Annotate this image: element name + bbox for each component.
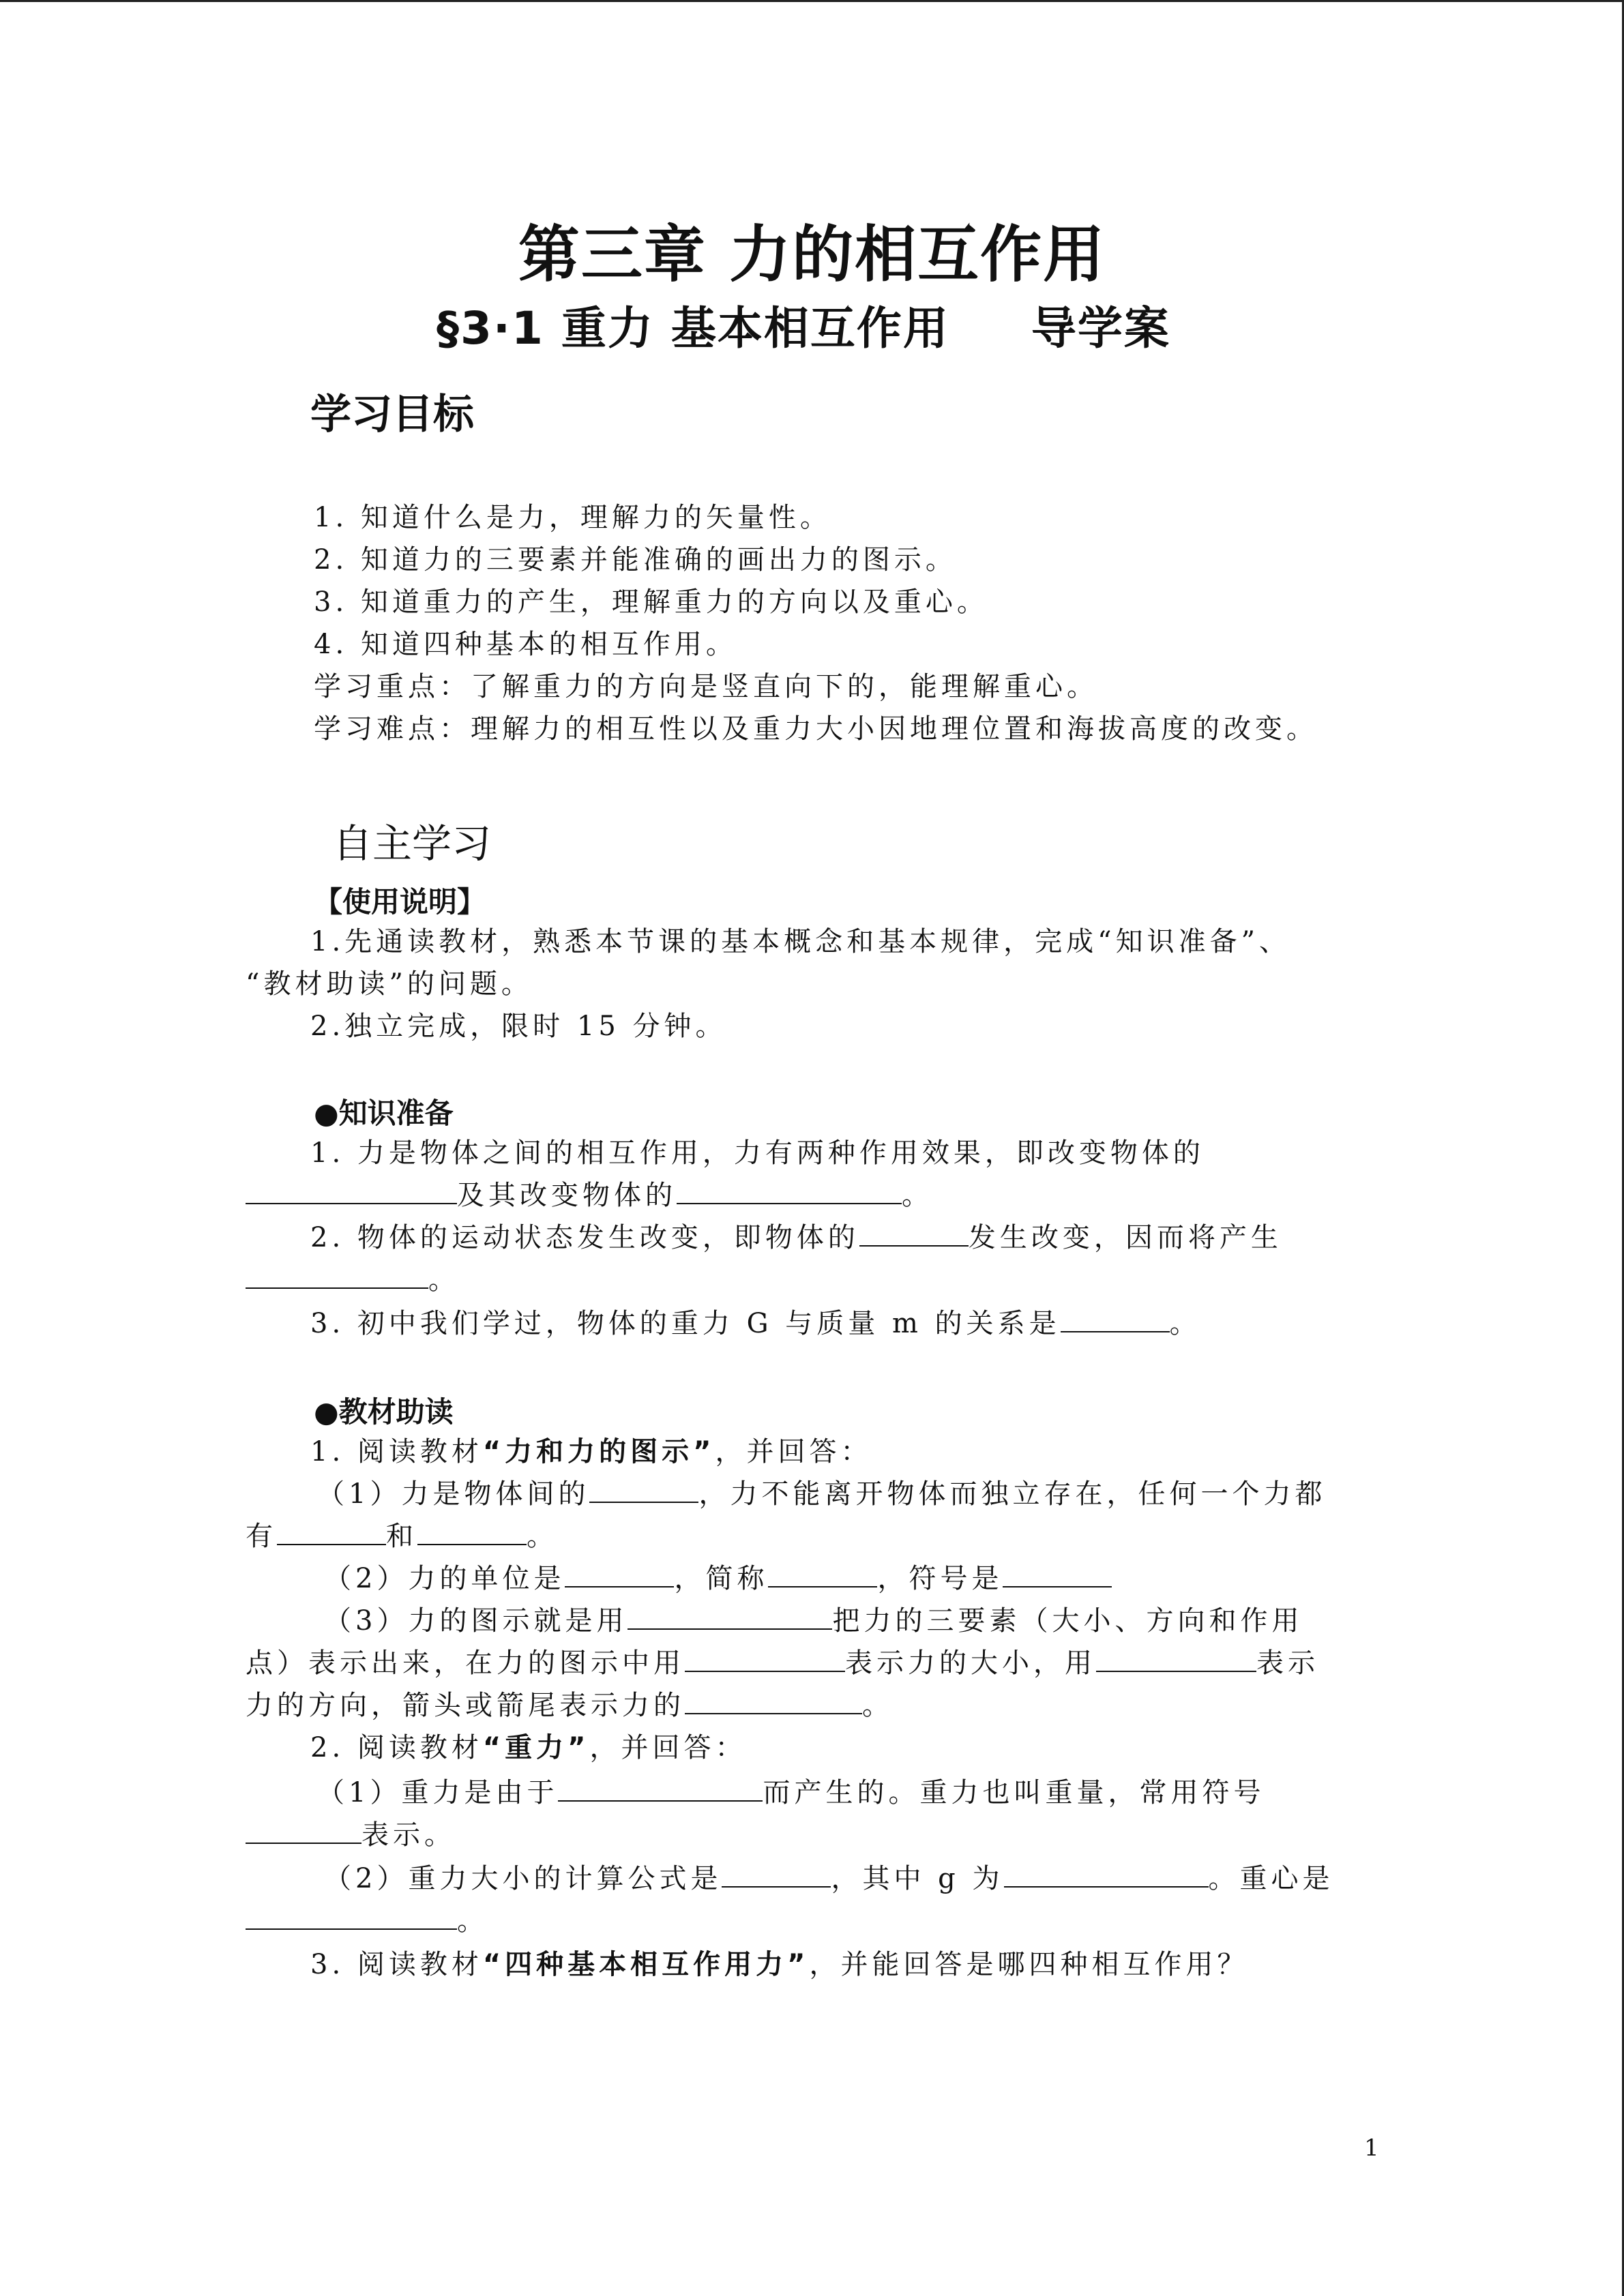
- answer-blank[interactable]: [685, 1645, 845, 1672]
- r2-1a: （1）重力是由于: [317, 1777, 559, 1808]
- knowledge-q1b: [246, 1174, 933, 1217]
- textbook-r1-3b: [246, 1642, 1319, 1684]
- section-title: [437, 292, 1170, 357]
- knowledge-q2b: [246, 1259, 460, 1301]
- r1-3b-end: 表示: [1256, 1648, 1319, 1679]
- r3-pre: 3. 阅读教材: [310, 1949, 483, 1980]
- section-suffix: 导学案: [1031, 302, 1170, 355]
- answer-blank[interactable]: [768, 1560, 877, 1587]
- answer-blank[interactable]: [246, 1817, 361, 1844]
- chapter-title: 第三章 力的相互作用: [518, 219, 1106, 290]
- r2-pre: 2. 阅读教材: [310, 1732, 483, 1763]
- knowledge-heading: ●知识准备: [314, 1097, 454, 1130]
- r3-bold: “四种基本相互作用力”: [482, 1949, 810, 1980]
- r1-pre: 1. 阅读教材: [310, 1436, 483, 1467]
- answer-blank[interactable]: [685, 1687, 862, 1714]
- q2b-end: 。: [428, 1264, 460, 1296]
- r2-1a-end: 而产生的。重力也叫重量，常用符号: [763, 1777, 1265, 1808]
- r1-1a: （1）力是物体间的: [317, 1478, 590, 1510]
- difficulty: 学习难点：理解力的相互性以及重力大小因地理位置和海拔高度的改变。: [314, 713, 1318, 745]
- section-title-text: §3·1 重力 基本相互作用: [437, 302, 949, 355]
- r1-post: ，并回答：: [715, 1436, 872, 1467]
- q3-end: 。: [1169, 1308, 1201, 1339]
- textbook-r1-3a: [324, 1600, 1303, 1642]
- objectives-heading: 学习目标: [310, 391, 474, 438]
- r1-3b-pre: 点）表示出来，在力的图示中用: [246, 1648, 685, 1679]
- r1-3c-pre: 力的方向，箭头或箭尾表示力的: [246, 1690, 685, 1721]
- answer-blank[interactable]: [589, 1476, 698, 1503]
- knowledge-q1a: 1. 力是物体之间的相互作用，力有两种作用效果，即改变物体的: [310, 1137, 1205, 1169]
- textbook-r1-2: [324, 1557, 1112, 1600]
- page-top-border: [0, 0, 1624, 2]
- r1-3a: （3）力的图示就是用: [324, 1605, 628, 1637]
- r2-post: ，并回答：: [589, 1732, 747, 1763]
- textbook-r1: [310, 1431, 872, 1473]
- r1-3c-end: 。: [862, 1690, 894, 1721]
- textbook-r2-1b: [246, 1814, 456, 1856]
- answer-blank[interactable]: [628, 1602, 832, 1630]
- answer-blank[interactable]: [246, 1903, 457, 1930]
- textbook-r1-1b: [246, 1515, 558, 1557]
- r1-3b-mid: 表示力的大小，用: [845, 1648, 1096, 1679]
- answer-blank[interactable]: [859, 1219, 969, 1247]
- knowledge-q3: [310, 1302, 1201, 1345]
- answer-blank[interactable]: [1003, 1560, 1112, 1587]
- textbook-r1-3c: [246, 1684, 894, 1727]
- answer-blank[interactable]: [1004, 1860, 1209, 1888]
- r1-2c: ，符号是: [877, 1563, 1003, 1594]
- objective-item: 2. 知道力的三要素并能准确的画出力的图示。: [314, 544, 957, 576]
- r1-1b-end: 。: [527, 1521, 558, 1552]
- answer-blank[interactable]: [277, 1518, 386, 1545]
- textbook-r1-1a: [317, 1473, 1326, 1515]
- r1-1b-mid: 和: [386, 1521, 417, 1552]
- answer-blank[interactable]: [565, 1560, 674, 1587]
- textbook-heading: ●教材助读: [314, 1395, 454, 1429]
- knowledge-q2a: [310, 1217, 1282, 1259]
- usage-1b: “教材助读”的问题。: [246, 968, 533, 1000]
- r1-3a-end: 把力的三要素（大小、方向和作用: [832, 1605, 1303, 1637]
- answer-blank[interactable]: [722, 1860, 831, 1888]
- q1b-mid: 及其改变物体的: [457, 1180, 677, 1211]
- r1-1a-mid: ，力不能离开物体而独立存在，任何一个力都: [698, 1478, 1327, 1510]
- objective-item: 4. 知道四种基本的相互作用。: [314, 629, 737, 660]
- usage-1a: 1.先通读教材，熟悉本节课的基本概念和基本规律，完成“知识准备”、: [310, 926, 1291, 957]
- r3-post: ，并能回答是哪四种相互作用？: [809, 1949, 1249, 1980]
- answer-blank[interactable]: [1096, 1645, 1256, 1672]
- q2a-end: 发生改变，因而将产生: [968, 1222, 1282, 1253]
- textbook-r3: [310, 1943, 1248, 1986]
- r1-2a: （2）力的单位是: [324, 1563, 565, 1594]
- objectives-list: [314, 496, 1318, 750]
- objective-item: 3. 知道重力的产生，理解重力的方向以及重心。: [314, 586, 988, 618]
- usage-2: 2.独立完成，限时 15 分钟。: [310, 1011, 727, 1042]
- usage-heading: 【使用说明】: [314, 885, 486, 919]
- textbook-r2-2b: [246, 1900, 488, 1942]
- r2-2a: （2）重力大小的计算公式是: [324, 1863, 722, 1894]
- q2a-text: 2. 物体的运动状态发生改变，即物体的: [310, 1222, 859, 1253]
- answer-blank[interactable]: [677, 1177, 902, 1204]
- textbook-r2-2a: [324, 1858, 1334, 1900]
- key-point: 学习重点：了解重力的方向是竖直向下的，能理解重心。: [314, 671, 1098, 702]
- answer-blank[interactable]: [417, 1518, 527, 1545]
- textbook-r2-1a: [317, 1772, 1265, 1814]
- r1-2b: ，简称: [674, 1563, 769, 1594]
- answer-blank[interactable]: [558, 1774, 763, 1802]
- answer-blank[interactable]: [246, 1177, 457, 1204]
- r2-bold: “重力”: [482, 1732, 590, 1763]
- q1b-end: 。: [902, 1180, 933, 1211]
- answer-blank[interactable]: [246, 1262, 428, 1289]
- q3-text: 3. 初中我们学过，物体的重力 G 与质量 m 的关系是: [310, 1308, 1061, 1339]
- r2-1b-end: 表示。: [361, 1819, 456, 1851]
- answer-blank[interactable]: [1061, 1305, 1170, 1332]
- r2-2a-end: 。重心是: [1208, 1863, 1334, 1894]
- r1-bold: “力和力的图示”: [482, 1436, 715, 1467]
- textbook-r2: [310, 1727, 746, 1769]
- r1-1b-pre: 有: [246, 1521, 277, 1552]
- objective-item: 1. 知道什么是力，理解力的矢量性。: [314, 502, 831, 533]
- self-study-heading: 自主学习: [333, 820, 492, 867]
- page-number: 1: [1364, 2134, 1379, 2162]
- r2-2a-mid: ，其中 g 为: [831, 1863, 1004, 1894]
- r2-2b-end: 。: [457, 1905, 488, 1937]
